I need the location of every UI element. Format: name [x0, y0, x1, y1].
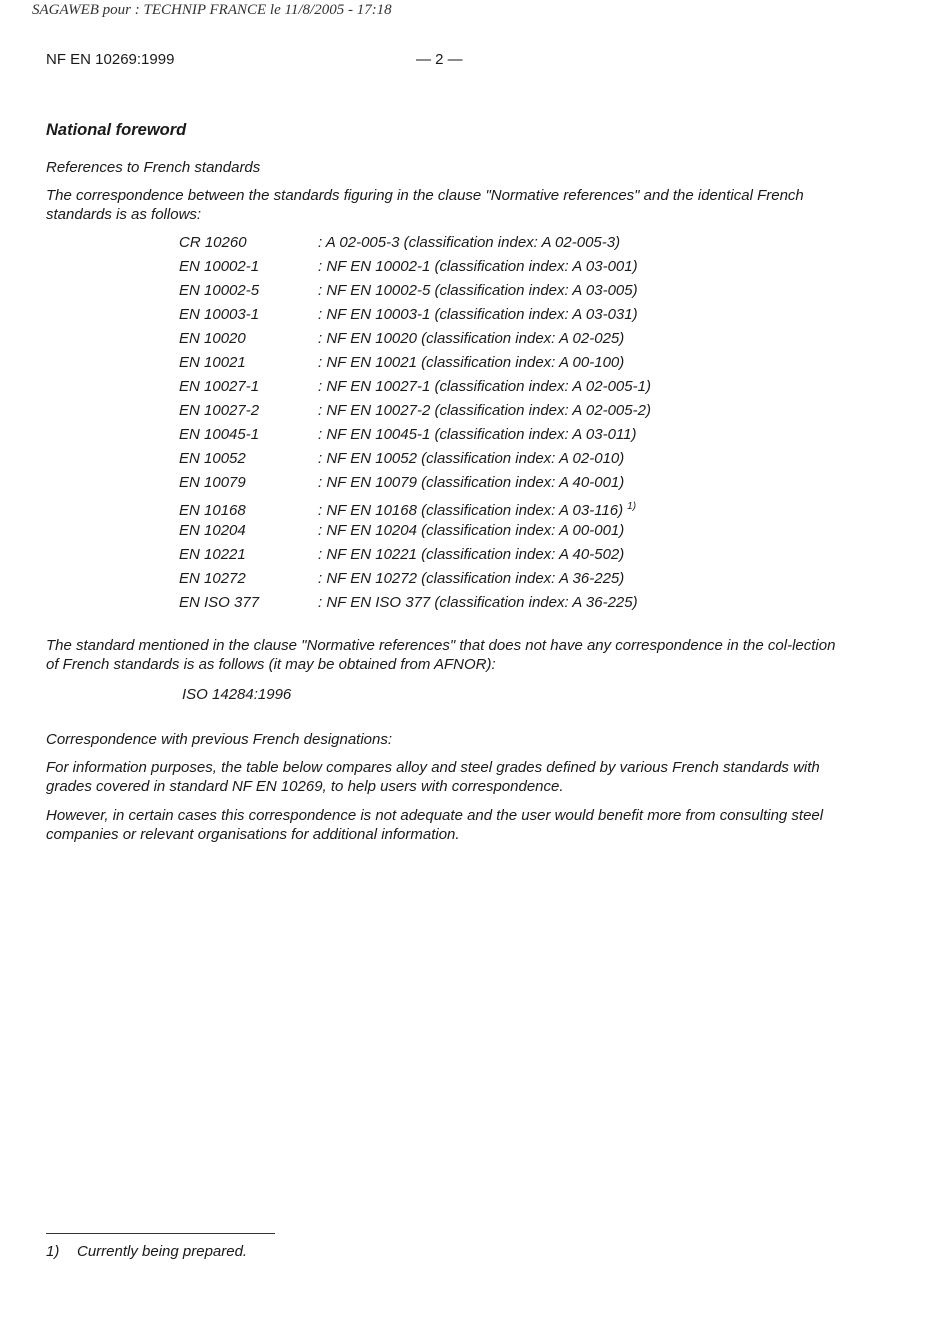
reference-code: EN 10272: [179, 570, 246, 587]
reference-french: : NF EN ISO 377 (classification index: A 36-225): [318, 594, 638, 611]
reference-french: : NF EN 10221 (classification index: A 40-502): [318, 546, 625, 563]
footnote: [46, 1243, 247, 1260]
however-paragraph: However, in certain cases this correspondence is not adequate and the user would benefit more from consulting steel companies or relevant organisations for additional information.: [46, 807, 824, 843]
reference-code: EN 10027-1: [179, 378, 260, 395]
reference-code: EN 10020: [179, 330, 246, 347]
iso-reference: ISO 14284:1996: [182, 686, 292, 703]
reference-row: [179, 545, 651, 569]
reference-row: [179, 377, 651, 401]
reference-french: : NF EN 10027-2 (classification index: A 02-005-2): [318, 402, 651, 419]
reference-french: : NF EN 10027-1 (classification index: A 02-005-1): [318, 378, 651, 395]
reference-code: EN 10168: [179, 502, 246, 519]
reference-code: EN 10003-1: [179, 306, 260, 323]
reference-code: EN 10002-5: [179, 282, 260, 299]
footnote-divider: [46, 1233, 275, 1234]
reference-row: [179, 497, 651, 521]
footnote-text: Currently being prepared.: [77, 1243, 248, 1260]
reference-row: [179, 473, 651, 497]
subheading: References to French standards: [46, 159, 261, 176]
reference-code: EN 10221: [179, 546, 246, 563]
reference-code: EN 10045-1: [179, 426, 260, 443]
reference-french: : NF EN 10168 (classification index: A 03-116): [318, 502, 624, 519]
reference-row: [179, 257, 651, 281]
reference-french: : NF EN 10045-1 (classification index: A 03-011): [318, 426, 637, 443]
page-number: — 2 —: [416, 51, 463, 68]
reference-row: [179, 401, 651, 425]
references-list: [179, 233, 651, 617]
reference-code: EN 10079: [179, 474, 246, 491]
reference-row: [179, 569, 651, 593]
reference-code: EN 10002-1: [179, 258, 260, 275]
reference-code: EN 10027-2: [179, 402, 260, 419]
footnote-reference: 1): [627, 501, 637, 512]
reference-french: : NF EN 10002-1 (classification index: A 03-001): [318, 258, 638, 275]
document-id: NF EN 10269:1999: [46, 51, 175, 68]
reference-row: [179, 281, 651, 305]
reference-code: EN 10052: [179, 450, 246, 467]
reference-row: [179, 305, 651, 329]
previous-designations-heading: Correspondence with previous French designations:: [46, 731, 393, 748]
section-heading: National foreword: [46, 121, 187, 139]
reference-french: : NF EN 10020 (classification index: A 02-025): [318, 330, 625, 347]
reference-code: CR 10260: [179, 234, 247, 251]
reference-french: : NF EN 10079 (classification index: A 40-001): [318, 474, 625, 491]
reference-french: : NF EN 10003-1 (classification index: A 03-031): [318, 306, 638, 323]
intro-paragraph: The correspondence between the standards figuring in the clause "Normative references" and the identical French standards is as follows:: [46, 187, 804, 223]
reference-code: EN 10204: [179, 522, 246, 539]
info-paragraph: For information purposes, the table below compares alloy and steel grades defined by various French standards with grades covered in standard NF EN 10269, to help users with correspondence.: [46, 759, 820, 795]
reference-row: [179, 593, 651, 617]
reference-french: : NF EN 10052 (classification index: A 02-010): [318, 450, 625, 467]
reference-french: : NF EN 10002-5 (classification index: A 03-005): [318, 282, 638, 299]
reference-row: [179, 233, 651, 257]
reference-code: EN 10021: [179, 354, 246, 371]
no-correspondence-paragraph: The standard mentioned in the clause "Normative references" that does not have any correspondence in the col-lection of French standards is as follows (it may be obtained from AFNOR):: [46, 637, 836, 673]
reference-row: [179, 329, 651, 353]
reference-code: EN ISO 377: [179, 594, 260, 611]
watermark: SAGAWEB pour : TECHNIP FRANCE le 11/8/2005 - 17:18: [32, 2, 392, 18]
reference-french: : NF EN 10204 (classification index: A 00-001): [318, 522, 625, 539]
footnote-mark: 1): [46, 1243, 60, 1260]
reference-french: : A 02-005-3 (classification index: A 02-005-3): [318, 234, 621, 251]
reference-row: [179, 449, 651, 473]
reference-row: [179, 521, 651, 545]
reference-row: [179, 425, 651, 449]
reference-row: [179, 353, 651, 377]
reference-french: : NF EN 10021 (classification index: A 00-100): [318, 354, 625, 371]
reference-french: : NF EN 10272 (classification index: A 36-225): [318, 570, 625, 587]
